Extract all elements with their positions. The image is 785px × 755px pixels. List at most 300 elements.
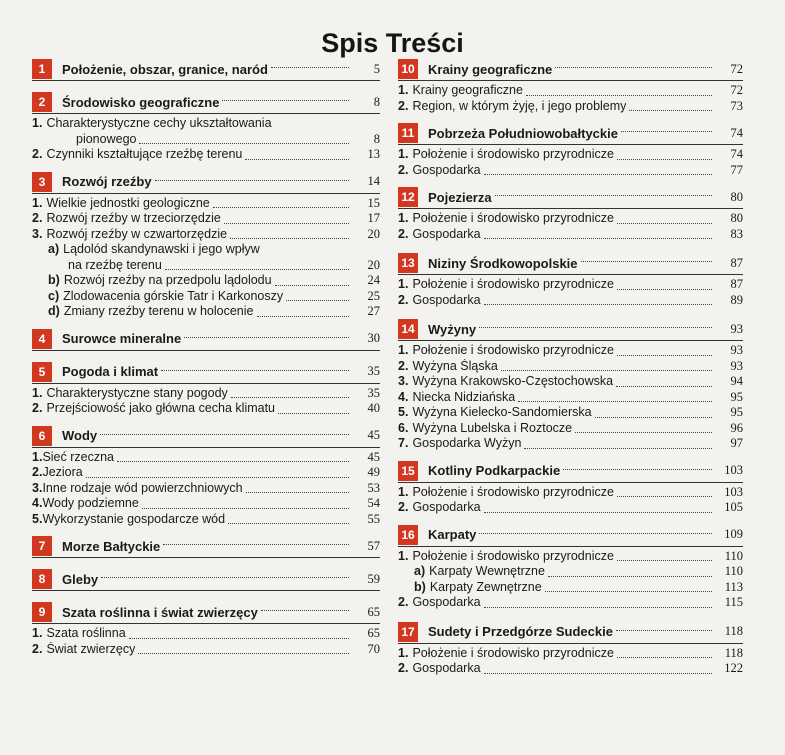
page-number: 97 (730, 436, 743, 450)
dot-leader (617, 559, 712, 561)
page-number: 95 (730, 405, 743, 419)
dot-leader (616, 385, 712, 387)
page-number: 87 (730, 277, 743, 291)
dot-leader (161, 369, 349, 371)
entry-text: Gospodarka (412, 292, 481, 307)
chapter-number-badge: 7 (32, 536, 52, 556)
entry-label (32, 147, 242, 163)
page-number: 53 (367, 480, 380, 495)
entry-number: 2. (32, 211, 43, 225)
entry-text: Wyżyna Krakowsko-Częstochowska (412, 374, 614, 388)
dot-leader (617, 495, 712, 497)
entry-text: Zlodowacenia górskie Tatr i Karkonoszy (63, 288, 284, 303)
dot-leader (271, 66, 349, 68)
chapter-title: Pobrzeża Południowobałtyckie (428, 125, 618, 141)
entry-text: Niecka Nidziańska (412, 389, 516, 404)
toc-entry[interactable] (32, 116, 380, 147)
toc-entry[interactable] (398, 405, 743, 421)
entry-text: Rozwój rzeźby w trzeciorzędzie (46, 211, 221, 225)
chapter-number-badge: 9 (32, 602, 52, 622)
dot-leader (617, 288, 712, 290)
entry-number: a) (414, 564, 426, 578)
dot-leader (129, 637, 349, 639)
dot-leader (101, 576, 349, 578)
dot-leader (100, 433, 349, 435)
entry-label (32, 401, 275, 417)
entry-label (32, 626, 126, 642)
toc-entry[interactable] (398, 595, 743, 611)
toc-entry[interactable] (32, 626, 380, 642)
page-number: 118 (724, 624, 743, 638)
toc-entry[interactable] (398, 293, 743, 309)
chapter-title: Szata roślinna i świat zwierzęcy (62, 604, 258, 620)
entry-text: Wyżyna Lubelska i Roztocze (412, 420, 573, 435)
toc-entry[interactable] (32, 496, 380, 512)
chapter-title: Środowisko geograficzne (62, 94, 220, 110)
dot-leader (479, 326, 712, 328)
page-number: 45 (367, 449, 380, 464)
page-number: 17 (367, 211, 380, 225)
entry-text: Inne rodzaje wód powierzchniowych (42, 480, 243, 495)
entry-label (398, 595, 481, 611)
page-number: 14 (367, 174, 380, 188)
toc-entry[interactable] (398, 83, 743, 99)
entry-label (398, 163, 481, 179)
page-number: 57 (367, 538, 380, 553)
entry-label (398, 661, 481, 677)
page-number: 5 (373, 61, 380, 76)
dot-leader (595, 416, 712, 418)
chapter-number-badge: 15 (398, 461, 418, 481)
entry-number: 3. (32, 226, 43, 241)
entry-text: Jeziora (42, 465, 83, 479)
dot-leader (629, 109, 712, 111)
toc-section (32, 425, 380, 528)
chapter-title: Niziny Środkowopolskie (428, 255, 578, 271)
page-number: 74 (730, 147, 743, 161)
toc-entry[interactable] (398, 374, 743, 390)
chapter-title: Karpaty (428, 527, 477, 542)
entry-label (32, 481, 243, 497)
dot-leader (142, 507, 349, 509)
entry-text: Położenie i środowisko przyrodnicze (412, 277, 614, 291)
section-heading[interactable] (32, 361, 380, 384)
dot-leader (621, 130, 712, 132)
page-number: 94 (730, 374, 743, 388)
entry-number: 1. (398, 83, 409, 97)
section-heading[interactable] (32, 568, 380, 591)
dot-leader (484, 672, 712, 674)
section-heading[interactable] (32, 58, 380, 81)
dot-leader (286, 299, 349, 301)
entry-label (48, 273, 272, 289)
entry-text: Zmiany rzeźby terenu w holocenie (63, 304, 254, 318)
entry-label (414, 580, 542, 596)
entry-number: 1. (398, 548, 409, 563)
toc-section (398, 621, 743, 677)
entry-number: 7. (398, 436, 409, 450)
page-number: 77 (730, 162, 743, 177)
entry-text: Gospodarka Wyżyn (412, 436, 522, 450)
toc-entry[interactable] (32, 242, 380, 273)
dot-leader (484, 303, 712, 305)
section-heading[interactable] (32, 328, 380, 351)
entry-number: 2. (398, 661, 409, 675)
section-heading[interactable] (398, 122, 743, 145)
page-number: 24 (367, 273, 380, 287)
toc-entry[interactable] (398, 549, 743, 565)
page-number: 35 (367, 364, 380, 378)
toc-entry[interactable] (398, 343, 743, 359)
entry-number: 1. (398, 147, 409, 161)
page-number: 65 (367, 604, 380, 619)
dot-leader (484, 173, 712, 175)
entry-text: Rozwój rzeźby w czwartorzędzie (46, 226, 228, 241)
page-number: 93 (730, 321, 743, 336)
page-number: 110 (724, 564, 743, 578)
entry-text: Wielkie jednostki geologiczne (46, 195, 210, 210)
entry-text: Przejściowość jako główna cecha klimatu (46, 401, 276, 415)
dot-leader (563, 468, 712, 470)
toc-entry[interactable] (32, 386, 380, 402)
entry-text: Położenie i środowisko przyrodnicze (412, 484, 614, 499)
entry-number: 2. (398, 500, 409, 514)
page-number: 8 (373, 94, 380, 109)
dot-leader (165, 268, 349, 270)
entry-label (398, 293, 481, 309)
page-number: 65 (367, 626, 380, 640)
entry-number: 1. (32, 195, 43, 210)
chapter-number-badge: 13 (398, 253, 418, 273)
chapter-title: Wody (62, 428, 98, 443)
entry-label (398, 549, 614, 565)
chapter-number-badge: 1 (32, 59, 52, 79)
dot-leader (228, 522, 349, 524)
toc-entry[interactable] (32, 196, 380, 212)
page-number: 72 (730, 83, 743, 97)
entry-number: 1. (398, 484, 409, 499)
section-heading[interactable] (398, 186, 743, 209)
page-number: 105 (724, 500, 743, 514)
toc-entry[interactable] (398, 359, 743, 375)
toc-entry[interactable] (32, 642, 380, 658)
section-heading[interactable] (398, 58, 743, 81)
entry-number: b) (414, 579, 426, 594)
entry-text: Rozwój rzeźby na przedpolu lądolodu (63, 273, 272, 287)
section-heading[interactable] (398, 460, 743, 483)
entry-label (398, 99, 626, 115)
section-heading[interactable] (32, 601, 380, 624)
toc-section (32, 58, 380, 81)
section-heading[interactable] (398, 252, 743, 275)
toc-entry[interactable] (32, 401, 380, 417)
entry-text: Czynniki kształtujące rzeźbę terenu (46, 147, 243, 161)
entry-text: Sieć rzeczna (42, 449, 114, 464)
entry-text: Wody podziemne (42, 496, 139, 510)
toc-section (32, 361, 380, 417)
chapter-number-badge: 6 (32, 426, 52, 446)
dot-leader (222, 99, 349, 101)
dot-leader (257, 315, 350, 317)
dot-leader (518, 400, 712, 402)
page-number: 93 (730, 358, 743, 373)
entry-label (398, 83, 523, 99)
toc-section (32, 568, 380, 591)
toc-entry[interactable] (398, 485, 743, 501)
chapter-title: Rozwój rzeźby (62, 174, 152, 189)
toc-entry[interactable] (398, 147, 743, 163)
toc-left-column (32, 58, 380, 663)
dot-leader (501, 369, 712, 371)
dot-leader (617, 656, 712, 658)
dot-leader (246, 491, 349, 493)
toc-section (398, 460, 743, 516)
chapter-title: Surowce mineralne (62, 331, 182, 346)
page-number: 70 (367, 641, 380, 656)
entry-number: 1. (32, 116, 43, 130)
dot-leader (224, 222, 349, 224)
entry-label (398, 500, 481, 516)
entry-text: Charakterystyczne cechy ukształtowania (46, 116, 272, 130)
entry-label (32, 496, 139, 512)
page-number: 13 (367, 147, 380, 161)
dot-leader (213, 206, 349, 208)
toc-section (32, 171, 380, 320)
page-number: 73 (730, 98, 743, 113)
entry-number: b) (48, 273, 60, 287)
entry-text-continued: pionowego (76, 131, 137, 146)
entry-number: 2. (398, 292, 409, 307)
page-number: 118 (724, 645, 743, 660)
chapter-title: Morze Bałtyckie (62, 538, 161, 554)
chapter-number-badge: 10 (398, 59, 418, 79)
entry-number: 2. (32, 401, 43, 415)
page-number: 115 (724, 595, 743, 609)
dot-leader (163, 543, 349, 545)
page-number: 72 (730, 61, 743, 76)
entry-number: 1. (32, 626, 43, 640)
entry-label (398, 343, 614, 359)
toc-entry[interactable] (32, 227, 380, 243)
page-number: 109 (724, 527, 743, 541)
toc-entry[interactable] (32, 289, 380, 305)
toc-section (32, 601, 380, 657)
page-number: 80 (730, 211, 743, 225)
dot-leader (617, 354, 712, 356)
entry-number: 1. (398, 277, 409, 291)
section-heading[interactable] (32, 425, 380, 448)
dot-leader (524, 447, 712, 449)
toc-section (398, 186, 743, 242)
dot-leader (581, 260, 712, 262)
toc-entry[interactable] (32, 211, 380, 227)
entry-label (398, 421, 572, 437)
entry-number: a) (48, 242, 60, 256)
page-number: 45 (367, 428, 380, 442)
entry-number: 1. (398, 211, 409, 225)
dot-leader (184, 336, 349, 338)
toc-entry[interactable] (32, 465, 380, 481)
entry-text: Krainy geograficzne (412, 83, 523, 97)
entry-text: Lądolód skandynawski i jego wpływ (63, 242, 260, 256)
toc-entry[interactable] (398, 421, 743, 437)
toc-entry[interactable] (398, 500, 743, 516)
page-number: 49 (367, 465, 380, 479)
entry-text: Położenie i środowisko przyrodnicze (412, 211, 614, 225)
entry-number: 6. (398, 420, 409, 435)
chapter-title: Wyżyny (428, 321, 477, 337)
entry-label (48, 304, 254, 320)
entry-number: 2. (398, 98, 409, 113)
dot-leader (484, 237, 712, 239)
page-number: 40 (367, 401, 380, 415)
page-number: 27 (367, 304, 380, 318)
toc-entry[interactable] (398, 211, 743, 227)
section-heading[interactable] (398, 621, 743, 644)
entry-number: 2. (32, 641, 43, 656)
toc-entry[interactable] (398, 277, 743, 293)
chapter-number-badge: 11 (398, 123, 418, 143)
entry-text: Region, w którym żyję, i jego problemy (412, 98, 627, 113)
page-number: 20 (367, 257, 380, 272)
toc-entry[interactable] (32, 304, 380, 320)
entry-text: Wyżyna Kielecko-Sandomierska (412, 405, 592, 419)
toc-entry[interactable] (32, 512, 380, 528)
entry-number: 1. (32, 449, 43, 464)
page-number: 95 (730, 389, 743, 404)
entry-number: d) (48, 304, 60, 318)
toc-entry[interactable] (32, 450, 380, 466)
page-number: 87 (730, 255, 743, 270)
entry-label (32, 196, 210, 212)
chapter-title: Pojezierza (428, 189, 492, 205)
page-number: 15 (367, 195, 380, 210)
entry-number: 2. (398, 162, 409, 177)
section-heading[interactable] (32, 535, 380, 558)
chapter-number-badge: 8 (32, 569, 52, 589)
toc-entry[interactable] (398, 661, 743, 677)
section-heading[interactable] (398, 524, 743, 547)
page-number: 30 (367, 331, 380, 345)
dot-leader (548, 575, 712, 577)
dot-leader (575, 431, 712, 433)
entry-text: Gospodarka (412, 595, 481, 609)
toc-section (32, 535, 380, 558)
entry-label (398, 277, 614, 293)
entry-text-continued: na rzeźbę terenu (68, 257, 162, 272)
page-number: 74 (730, 125, 743, 140)
toc-entry[interactable] (398, 163, 743, 179)
chapter-number-badge: 2 (32, 92, 52, 112)
section-heading[interactable] (398, 318, 743, 341)
dot-leader (484, 511, 712, 513)
entry-label (32, 211, 221, 227)
entry-number: 2. (32, 147, 43, 161)
dot-leader (278, 412, 349, 414)
entry-number: 2. (398, 595, 409, 609)
page-number: 59 (367, 571, 380, 586)
section-heading[interactable] (32, 171, 380, 194)
dot-leader (479, 532, 712, 534)
chapter-title: Położenie, obszar, granice, naród (62, 61, 268, 77)
entry-number: 3. (398, 374, 409, 388)
dot-leader (117, 460, 349, 462)
entry-number: 1. (32, 385, 43, 400)
toc-entry[interactable] (398, 390, 743, 406)
entry-text: Wyżyna Śląska (412, 358, 498, 373)
entry-text: Charakterystyczne stany pogody (46, 385, 228, 400)
toc-entry[interactable] (398, 564, 743, 580)
entry-label (32, 227, 227, 243)
page-number: 89 (730, 292, 743, 307)
chapter-title: Pogoda i klimat (62, 364, 159, 379)
toc-entry[interactable] (32, 273, 380, 289)
toc-entry[interactable] (398, 227, 743, 243)
dot-leader (616, 629, 712, 631)
entry-text: Gospodarka (412, 500, 481, 514)
entry-text: Karpaty Zewnętrzne (429, 579, 542, 594)
chapter-number-badge: 16 (398, 525, 418, 545)
section-heading[interactable] (32, 91, 380, 114)
entry-label (48, 289, 283, 305)
toc-entry-line (48, 242, 380, 258)
page-number: 55 (367, 511, 380, 526)
entry-label (398, 646, 614, 662)
entry-label (398, 436, 521, 452)
dot-leader (617, 158, 712, 160)
entry-label (32, 512, 225, 528)
dot-leader (526, 94, 712, 96)
toc-section (32, 91, 380, 163)
dot-leader (230, 237, 349, 239)
toc-entry[interactable] (32, 481, 380, 497)
dot-leader (495, 194, 712, 196)
toc-section (398, 252, 743, 308)
entry-label (398, 211, 614, 227)
page-number: 93 (730, 343, 743, 357)
page-number: 8 (373, 131, 380, 146)
chapter-number-badge: 14 (398, 319, 418, 339)
entry-label (32, 450, 114, 466)
entry-number: c) (48, 288, 60, 303)
dot-leader (86, 476, 349, 478)
toc-entry[interactable] (398, 99, 743, 115)
toc-entry[interactable] (398, 646, 743, 662)
entry-text: Położenie i środowisko przyrodnicze (412, 548, 614, 563)
page-number: 113 (724, 579, 743, 594)
entry-label (32, 386, 228, 402)
toc-right-column (398, 58, 743, 683)
toc-entry-line (32, 132, 380, 148)
toc-entry[interactable] (398, 436, 743, 452)
dot-leader (617, 222, 712, 224)
page-title: Spis Treści (321, 28, 464, 58)
dot-leader (138, 652, 349, 654)
toc-entry[interactable] (398, 580, 743, 596)
toc-entry-line (48, 258, 380, 274)
entry-text: Gospodarka (412, 226, 481, 241)
toc-entry[interactable] (32, 147, 380, 163)
entry-number: 4. (398, 389, 409, 404)
page-number: 110 (724, 548, 743, 563)
dot-leader (484, 606, 712, 608)
dot-leader (545, 590, 712, 592)
page-number: 54 (367, 496, 380, 510)
chapter-number-badge: 12 (398, 187, 418, 207)
entry-number: 5. (32, 511, 43, 526)
entry-label (32, 642, 135, 658)
toc-section (398, 58, 743, 114)
